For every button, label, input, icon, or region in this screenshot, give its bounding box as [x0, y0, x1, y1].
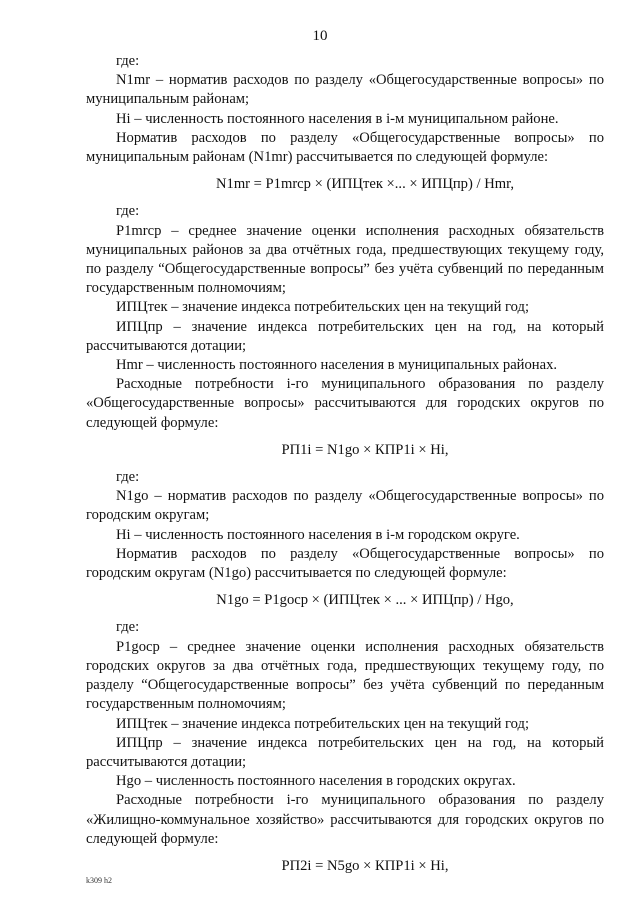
where-label: где: — [116, 203, 140, 220]
formula: N1mr = P1mrср × (ИПЦтек ×... × ИПЦпр) / Hmr, — [215, 176, 515, 193]
definition-paragraph: N1go – норматив расходов по разделу «Общегосударственные вопросы» по городским округам; — [86, 488, 604, 524]
definition-paragraph: ИПЦтек – значение индекса потребительских цен на текущий год; — [116, 299, 530, 316]
document-body — [86, 52, 604, 884]
body-paragraph: Расходные потребности i-го муниципального образования по разделу «Общегосударственные вопросы» рассчитываются для городских округов по следующей формуле: — [86, 376, 604, 431]
definition-paragraph: Hmr – численность постоянного населения в муниципальных районах. — [116, 357, 558, 374]
footer-code: k309 h2 — [86, 876, 112, 885]
definition-paragraph: P1mrср – среднее значение оценки исполнения расходных обязательств муниципальных районов за два отчётных года, предшествующих текущему году, по разделу “Общегосударственные вопросы” без учёта субвенций по переданным государственным полномочиям; — [86, 222, 604, 297]
page-number: 10 — [312, 28, 328, 44]
definition-paragraph: ИПЦтек – значение индекса потребительских цен на текущий год; — [116, 715, 530, 732]
definition-paragraph: Hgo – численность постоянного населения в городских округах. — [116, 773, 516, 790]
formula: РП2i = N5go × КПР1i × Hi, — [281, 857, 449, 874]
definition-paragraph: Hi – численность постоянного населения в i-м городском округе. — [116, 526, 520, 543]
where-label: где: — [116, 469, 140, 486]
where-label: где: — [116, 619, 140, 636]
definition-paragraph: N1mr – норматив расходов по разделу «Общегосударственные вопросы» по муниципальным районам; — [86, 72, 604, 108]
body-paragraph: Расходные потребности i-го муниципального образования по разделу «Жилищно-коммунальное хозяйство» рассчитываются для городских округов по следующей формуле: — [86, 792, 604, 847]
where-label: где: — [116, 53, 140, 69]
formula: N1go = P1goср × (ИПЦтек × ... × ИПЦпр) / Hgo, — [216, 592, 514, 609]
body-paragraph: Норматив расходов по разделу «Общегосударственные вопросы» по муниципальным районам (N1mr) рассчитывается по следующей формуле: — [86, 129, 604, 166]
definition-paragraph: P1goср – среднее значение оценки исполнения расходных обязательств городских округов за два отчётных года, предшествующих текущему году, по разделу “Общегосударственные вопросы” без учёта субвенций по переданным государственным полномочиям; — [86, 638, 604, 713]
body-paragraph: Норматив расходов по разделу «Общегосударственные вопросы» по городским округам (N1go) рассчитывается по следующей формуле: — [86, 545, 604, 582]
definition-paragraph: ИПЦпр – значение индекса потребительских цен на год, на который рассчитываются дотации; — [86, 734, 604, 770]
definition-paragraph: Hi – численность постоянного населения в i-м муниципальном районе. — [116, 110, 559, 127]
formula: РП1i = N1go × КПР1i × Hi, — [281, 441, 449, 458]
definition-paragraph: ИПЦпр – значение индекса потребительских цен на год, на который рассчитываются дотации; — [86, 318, 604, 354]
